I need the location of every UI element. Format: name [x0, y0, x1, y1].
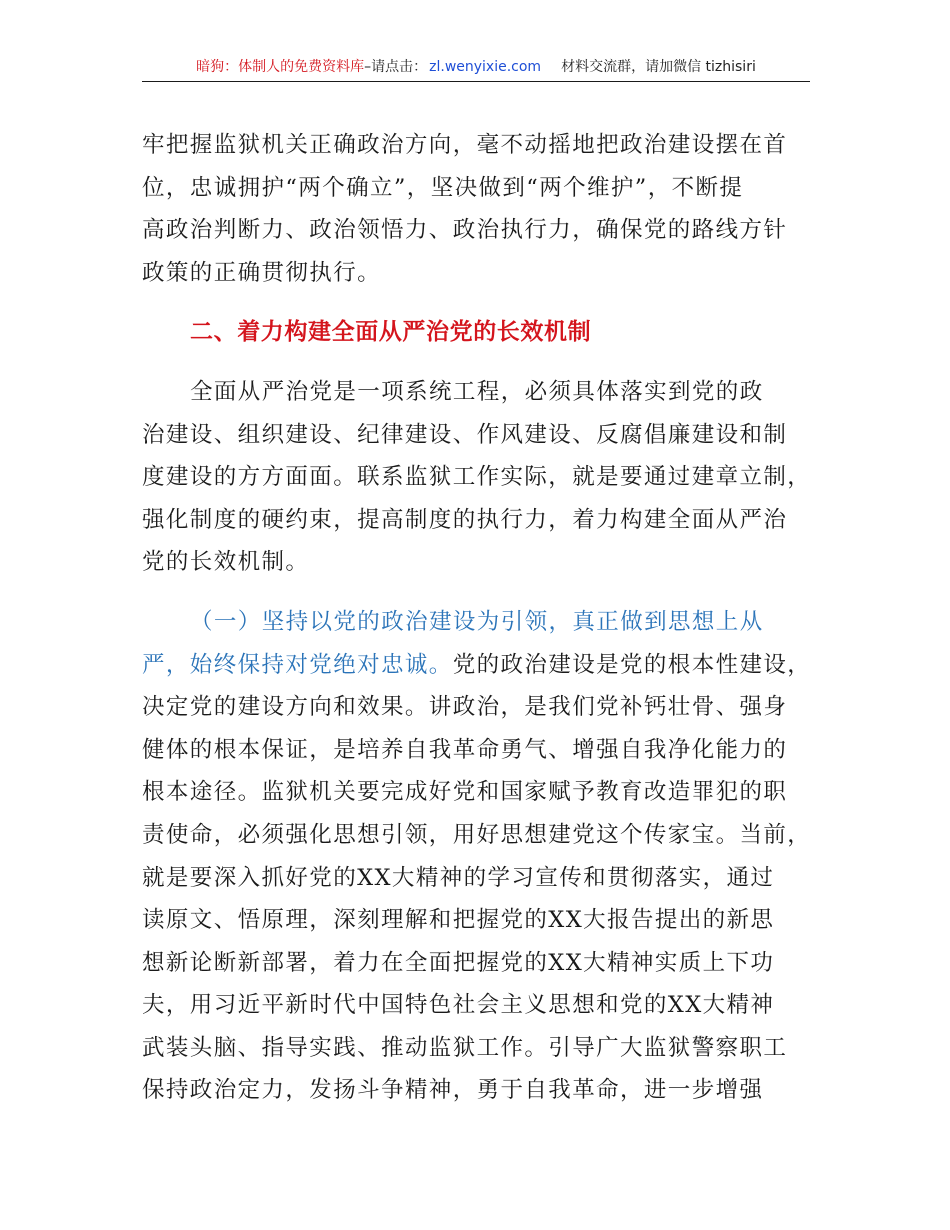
- document-body: [142, 124, 812, 1112]
- paragraph-1: [142, 124, 812, 294]
- text-line: 健体的根本保证，是培养自我革命勇气、增强自我净化能力的: [142, 736, 788, 763]
- header-divider: [142, 81, 810, 82]
- text-line: 夫，用习近平新时代中国特色社会主义思想和党的XX大精神: [142, 992, 775, 1019]
- text-line: 度建设的方方面面。联系监狱工作实际，就是要通过建章立制，: [142, 464, 812, 491]
- text-line: 党的长效机制。: [142, 549, 310, 576]
- text-line: 根本途径。监狱机关要完成好党和国家赋予教育改造罪犯的职: [142, 779, 788, 806]
- site-label: 暗狗：体制人的免费资料库: [196, 59, 365, 75]
- wechat-note: 材料交流群，请加微信 tizhisiri: [561, 59, 756, 75]
- text-run: 党的政治建设是党的根本性建设，: [452, 651, 812, 678]
- click-prompt: –请点击：: [364, 59, 428, 75]
- page-header: [142, 56, 810, 76]
- site-url-link[interactable]: zl.wenyixie.com: [429, 59, 542, 75]
- text-line: 决定党的建设方向和效果。讲政治，是我们党补钙壮骨、强身: [142, 694, 788, 721]
- text-line: 位，忠诚拥护“两个确立”，坚决做到“两个维护”，不断提: [142, 174, 744, 201]
- text-line: 想新论断新部署，着力在全面把握党的XX大精神实质上下功: [142, 949, 775, 976]
- text-line: 就是要深入抓好党的XX大精神的学习宣传和贯彻落实，通过: [142, 864, 775, 891]
- text-line: 政策的正确贯彻执行。: [142, 259, 382, 286]
- subheading-line: （一）坚持以党的政治建设为引领，真正做到思想上从: [190, 608, 764, 635]
- subheading-tail: 严，始终保持对党绝对忠诚。: [142, 651, 453, 678]
- text-line: 保持政治定力，发扬斗争精神，勇于自我革命，进一步增强: [142, 1077, 764, 1104]
- paragraph-2: [142, 371, 812, 584]
- text-line: 强化制度的硬约束，提高制度的执行力，着力构建全面从严治: [142, 506, 788, 533]
- text-line: [142, 644, 812, 687]
- text-line: 读原文、悟原理，深刻理解和把握党的XX大报告提出的新思: [142, 907, 775, 934]
- text-line: 责使命，必须强化思想引领，用好思想建党这个传家宝。当前，: [142, 821, 812, 848]
- text-line: 武装头脑、指导实践、推动监狱工作。引导广大监狱警察职工: [142, 1034, 788, 1061]
- text-line: 治建设、组织建设、纪律建设、作风建设、反腐倡廉建设和制: [142, 421, 788, 448]
- text-line: 牢把握监狱机关正确政治方向，毫不动摇地把政治建设摆在首: [142, 132, 788, 158]
- text-line: 全面从严治党是一项系统工程，必须具体落实到党的政: [190, 378, 764, 405]
- text-line: 高政治判断力、政治领悟力、政治执行力，确保党的路线方针: [142, 217, 788, 244]
- paragraph-3: [142, 601, 812, 1112]
- section-heading-2: 二、着力构建全面从严治党的长效机制: [190, 319, 592, 346]
